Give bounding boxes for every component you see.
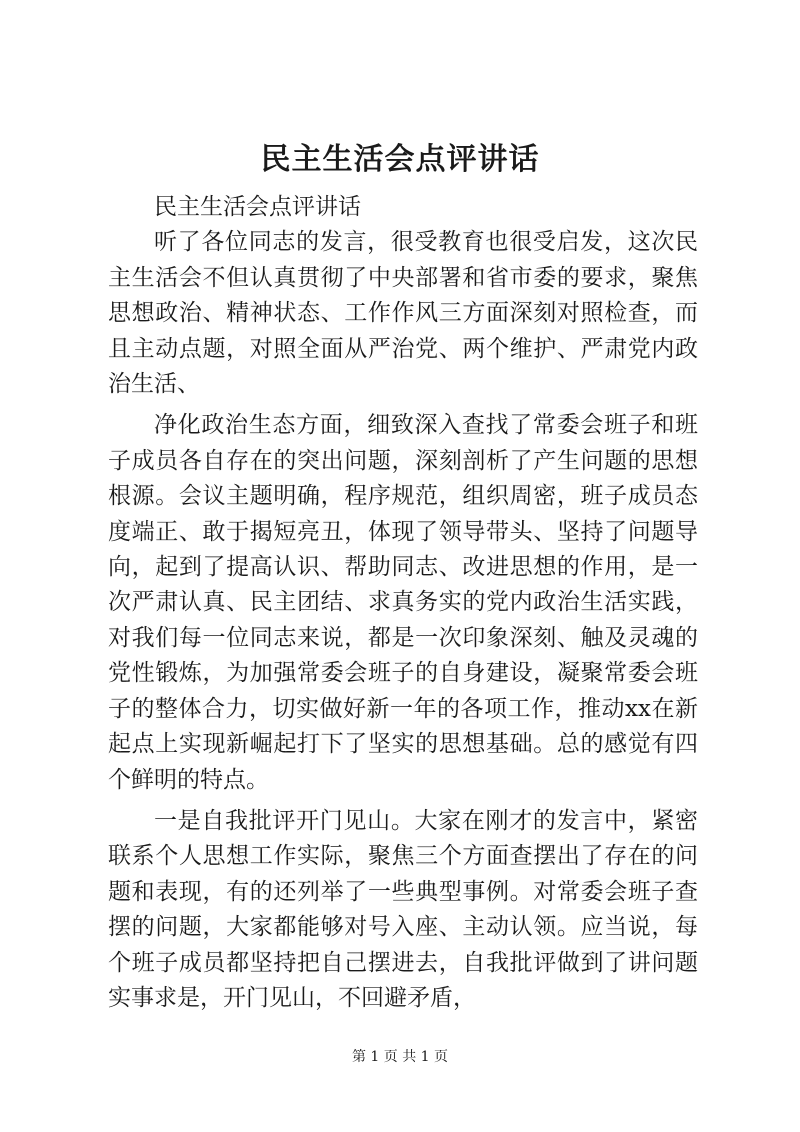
page-footer: 第 1 页 共 1 页 [351,1049,449,1065]
document-title: 民主生活会点评讲话 [260,142,540,177]
document-body [108,190,698,1016]
paragraph-3: 一是自我批评开门见山。大家在刚才的发言中，紧密联系个人思想工作实际，聚焦三个方面查摆出了存在的问题和表现，有的还列举了一些典型事例。对常委会班子查摆的问题，大家都能够对号入座、主动认领。应当说，每个班子成员都坚持把自己摆进去，自我批评做到了讲问题实事求是，开门见山，不回避矛盾， [108,807,698,1011]
paragraph-2: 净化政治生态方面，细致深入查找了常委会班子和班子成员各自存在的突出问题，深刻剖析了产生问题的思想根源。会议主题明确，程序规范，组织周密，班子成员态度端正、敢于揭短亮丑，体现了领导带头、坚持了问题导向，起到了提高认识、帮助同志、改进思想的作用，是一次严肃认真、民主团结、求真务实的党内政治生活实践，对我们每一位同志来说，都是一次印象深刻、触及灵魂的党性锻炼，为加强常委会班子的自身建设，凝聚常委会班子的整体合力，切实做好新一年的各项工作，推动xx在新起点上实现新崛起打下了坚实的思想基础。总的感觉有四个鲜明的特点。 [108,412,698,793]
paragraph-subtitle: 民主生活会点评讲话 [154,194,361,220]
paragraph-1: 听了各位同志的发言，很受教育也很受启发，这次民主生活会不但认真贯彻了中央部署和省市委的要求，聚焦思想政治、精神状态、工作作风三方面深刻对照检查，而且主动点题，对照全面从严治党、两个维护、严肃党内政治生活、 [108,229,698,398]
